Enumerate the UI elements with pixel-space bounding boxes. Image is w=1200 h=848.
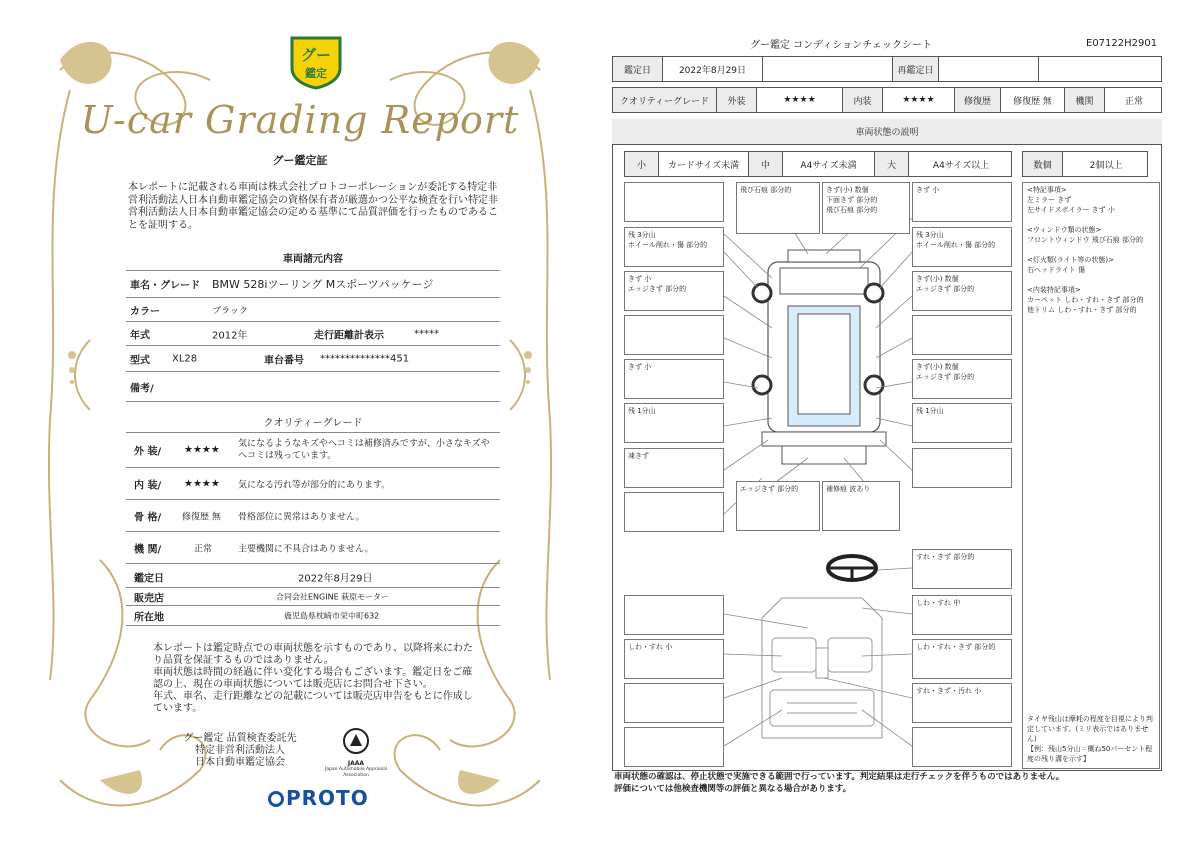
grade-row <box>126 270 500 298</box>
box-left-5: 残 1分山 <box>624 403 724 443</box>
color-row <box>126 298 500 322</box>
box-left-1: 残 3分山 ホイール削れ・傷 部分的 <box>624 227 724 267</box>
date-value: 2022年8月29日 <box>298 573 373 584</box>
model-row <box>126 346 500 372</box>
steering-wheel-icon <box>828 556 876 580</box>
badge-line2: 鑑定 <box>305 67 327 80</box>
address-row <box>126 606 500 626</box>
box-left-7 <box>624 492 724 532</box>
reappraisal-label: 再鑑定日 <box>893 57 939 81</box>
jaaa-logo <box>316 726 396 786</box>
jaaa-label: JAAA <box>347 760 365 767</box>
exterior-comment: 気になるようなキズやヘコミは補修済みですが、小さなキズやヘコミは残っています。 <box>238 439 490 461</box>
vehicle-state-title: 車両状態の説明 <box>612 119 1162 145</box>
frame-value: 修復歴 無 <box>182 512 221 522</box>
interior-label: 内 装/ <box>134 480 162 491</box>
year-row <box>126 322 500 346</box>
engine-comment: 主要機関に不具合はありません。 <box>238 544 374 554</box>
box-right-5: 残 1分山 <box>912 403 1012 443</box>
box-interior-l4 <box>624 727 724 767</box>
engine-value: 正常 <box>1124 96 1143 107</box>
appraisal-date-value: 2022年8月29日 <box>663 57 763 81</box>
date-label: 鑑定日 <box>134 573 164 584</box>
count-desc: 2個以上 <box>1089 160 1123 171</box>
appraisal-date-label: 鑑定日 <box>613 57 663 81</box>
dealer-label: 販売店 <box>134 593 164 604</box>
goo-kantei-badge-icon <box>286 30 346 90</box>
vehicle-section-title: 車両諸元内容 <box>283 254 343 265</box>
size-small-desc: カードサイズ未満 <box>659 152 749 176</box>
box-top-a: 飛び石痕 部分的 <box>736 182 820 234</box>
grade-value: BMW 528iツーリング Mスポーツパッケージ <box>212 278 434 291</box>
engine-label: 機関 <box>1065 88 1105 112</box>
condition-check-sheet <box>600 0 1200 848</box>
box-right-6 <box>912 448 1012 488</box>
date-row <box>126 566 500 588</box>
box-interior-r1: しわ・すれ 中 <box>912 595 1012 635</box>
interior-stars: ★★★★ <box>184 478 220 489</box>
size-large-desc: A4サイズ以上 <box>932 160 990 171</box>
year-label: 年式 <box>130 330 150 341</box>
mileage-value: ***** <box>414 328 439 339</box>
chassis-label: 車台番号 <box>264 355 304 366</box>
count-legend <box>1022 151 1148 177</box>
proto-logo <box>268 786 369 810</box>
box-bottom-a: エッジきず 部分的 <box>736 481 820 531</box>
interior-stars: ★★★★ <box>883 88 955 112</box>
reappraisal-value <box>939 57 1039 81</box>
engine-value: 正常 <box>194 544 213 554</box>
report-script-title: U-car Grading Report <box>80 98 520 142</box>
box-right-1: 残 3分山 ホイール削れ・傷 部分的 <box>912 227 1012 267</box>
box-left-6: 凍きず <box>624 448 724 488</box>
box-right-2: きず(小) 数個 エッジきず 部分的 <box>912 271 1012 311</box>
special-notes-body: <特記事項> 左ミラー きず 左サイドスポイラー きず 小 <ウィンドウ類の状態> フロントウィンドウ 飛び石痕 部分的 <灯火類(ライト等の状態)> 右ヘッドライト 傷 <内装特記事項> カーペット しわ・すれ・きず 部分的 他トリム しわ・すれ・きず 部分的 <box>1027 186 1144 314</box>
footnote-1: 車両状態の確認は、停止状態で実施できる範囲で行っています。判定結果は走行チェックを伴うものではありません。 <box>614 772 1065 782</box>
repair-history-label: 修復歴 <box>955 88 1001 112</box>
jaaa-subtitle: Japan Automobile Appraisal Association <box>324 767 388 778</box>
exterior-label: 外 装/ <box>134 446 162 458</box>
size-small: 小 <box>625 152 659 176</box>
remarks-row <box>126 372 500 402</box>
box-left-4: きず 小 <box>624 359 724 399</box>
box-bottom-b: 補修痕 波あり <box>822 481 900 531</box>
reappraisal-blank <box>1039 57 1163 81</box>
color-value: ブラック <box>212 306 248 316</box>
box-steering: すれ・きず 部分的 <box>912 549 1012 589</box>
frame-comment: 骨格部位に異常はありません。 <box>238 512 365 522</box>
interior-label: 内装 <box>843 88 883 112</box>
frame-row <box>126 500 500 532</box>
grade-label: 車名・グレード <box>130 280 200 292</box>
car-interior-icon <box>762 598 882 738</box>
color-label: カラー <box>130 306 160 317</box>
badge-line1: グー <box>300 46 332 64</box>
date-row <box>612 56 1162 82</box>
size-legend <box>624 151 1012 177</box>
tire-note: タイヤ残山は摩耗の程度を目視により判定しています。(ミリ表示ではありません) 【例：残山5分山＝概ね50パーセント程度の残り溝を示す】 <box>1027 715 1153 763</box>
jaaa-emblem-icon <box>341 726 371 756</box>
sheet-title: グー鑑定 コンディションチェックシート <box>750 40 932 51</box>
size-mid-desc: A4サイズ未満 <box>783 152 875 176</box>
exterior-stars: ★★★★ <box>757 88 843 112</box>
year-value: 2012年 <box>212 330 248 341</box>
quality-row <box>612 87 1162 113</box>
special-notes <box>1022 182 1160 769</box>
commission-footer: グー鑑定 品質検査委託先 特定非営利活動法人 日本自動車鑑定協会 <box>183 733 297 768</box>
box-left-0 <box>624 182 724 222</box>
certificate-intro: 本レポートに記載される車両は株式会社プロトコーポレーションが委託する特定非営利活動法人日本自動車鑑定協会の資格保有者が厳選かつ公平な検査を行い特定非営利活動法人日本自動車鑑定協会の定める基準にて品質評価を行ったものであることを証明する。 <box>128 182 498 231</box>
certificate-notice: 本レポートは鑑定時点での車両状態を示すものであり、以降将来にわたり品質を保証するものではありません。 車両状態は時間の経過に伴い変化する場合もございます。鑑定日をご確認の上、現在の車両状態については販売店にお問合せ下さい。 年式、車名、走行距離などの記載については販売店申告をもとに作成しています。 <box>153 643 473 714</box>
interior-comment: 気になる汚れ等が部分的にあります。 <box>238 480 391 490</box>
engine-label: 機 関/ <box>134 544 162 555</box>
box-interior-l2: しわ・すれ 小 <box>624 639 724 679</box>
model-label: 型式 <box>130 355 150 366</box>
quality-grade-label: クオリティーグレード <box>613 88 717 112</box>
footnote-2: 評価については他検査機関等の評価と異なる場合があります。 <box>614 784 852 794</box>
proto-wordmark: PROTO <box>286 786 369 810</box>
dealer-value: 合同会社ENGINE 萩原モーター <box>276 592 389 601</box>
box-interior-l1 <box>624 595 724 635</box>
box-right-3 <box>912 315 1012 355</box>
box-top-b: きず(小) 数個 下面きず 部分的 飛び石痕 部分的 <box>822 182 910 234</box>
size-large: 大 <box>875 152 909 176</box>
engine-row <box>126 532 500 564</box>
box-interior-r3: すれ・きず・汚れ 小 <box>912 683 1012 723</box>
date-blank <box>763 57 893 81</box>
interior-row <box>126 468 500 500</box>
chassis-value: **************451 <box>320 353 410 364</box>
box-left-2: きず 小 エッジきず 部分的 <box>624 271 724 311</box>
car-top-view-icon <box>762 250 886 464</box>
box-interior-l3 <box>624 683 724 723</box>
dealer-row <box>126 588 500 606</box>
exterior-label: 外装 <box>717 88 757 112</box>
sheet-footnotes <box>614 771 1174 795</box>
repair-history-value: 修復歴 無 <box>1001 88 1065 112</box>
box-top-c: きず 小 <box>912 182 1012 222</box>
box-left-3 <box>624 315 724 355</box>
certificate-subtitle: グー鑑定証 <box>272 154 328 167</box>
box-interior-r2: しわ・すれ・きず 部分的 <box>912 639 1012 679</box>
mileage-label: 走行距離計表示 <box>314 330 384 341</box>
model-value: XL28 <box>172 353 198 364</box>
address-value: 鹿児島県枕崎市栄中町632 <box>284 611 380 620</box>
box-right-4: きず(小) 数個 エッジきず 部分的 <box>912 359 1012 399</box>
sheet-code: E07122H2901 <box>1086 38 1158 49</box>
address-label: 所在地 <box>134 612 164 623</box>
remarks-label: 備考/ <box>130 383 154 394</box>
proto-mark-icon <box>268 791 284 807</box>
frame-label: 骨 格/ <box>134 512 162 523</box>
count-label: 数個 <box>1023 152 1063 176</box>
box-interior-r4 <box>912 727 1012 767</box>
size-mid: 中 <box>749 152 783 176</box>
exterior-row <box>126 432 500 468</box>
exterior-stars: ★★★★ <box>184 444 220 456</box>
quality-section-title: クオリティーグレード <box>263 418 363 429</box>
